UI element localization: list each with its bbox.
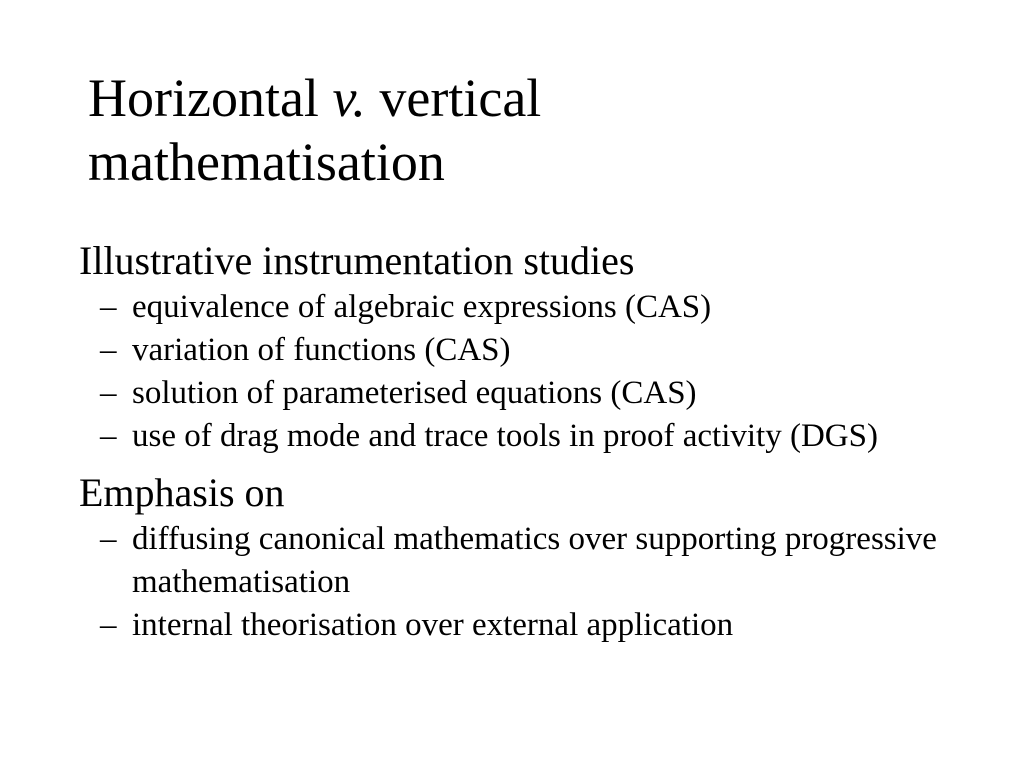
dash-bullet: – — [100, 521, 117, 557]
list-item — [79, 372, 979, 415]
section-instrumentation-studies — [79, 236, 979, 458]
section-heading: Emphasis on — [79, 470, 285, 515]
title-part-1: Horizontal — [88, 68, 333, 128]
list-item-text: diffusing canonical mathematics over supporting progressive mathematisation — [132, 521, 937, 600]
dash-bullet: – — [100, 418, 117, 454]
list-item-text: variation of functions (CAS) — [132, 332, 511, 368]
dash-bullet: – — [100, 332, 117, 368]
slide-title — [88, 66, 968, 194]
list-item — [79, 286, 979, 329]
list-item-text: solution of parameterised equations (CAS) — [132, 375, 697, 411]
list-item — [79, 518, 979, 604]
section-emphasis — [79, 468, 979, 647]
title-line-2: mathematisation — [88, 132, 445, 192]
list-item — [79, 329, 979, 372]
dash-bullet: – — [100, 289, 117, 325]
list-item-text: use of drag mode and trace tools in proof activity (DGS) — [132, 418, 878, 454]
title-emphasis: v. — [332, 68, 366, 128]
bullet-list — [79, 518, 979, 647]
slide-body — [79, 236, 979, 657]
list-item — [79, 415, 979, 458]
dash-bullet: – — [100, 607, 117, 643]
title-part-2: vertical — [365, 68, 542, 128]
bullet-list — [79, 286, 979, 458]
list-item-text: internal theorisation over external application — [132, 607, 734, 643]
section-heading: Illustrative instrumentation studies — [79, 238, 635, 283]
list-item — [79, 604, 979, 647]
dash-bullet: – — [100, 375, 117, 411]
list-item-text: equivalence of algebraic expressions (CAS) — [132, 289, 712, 325]
